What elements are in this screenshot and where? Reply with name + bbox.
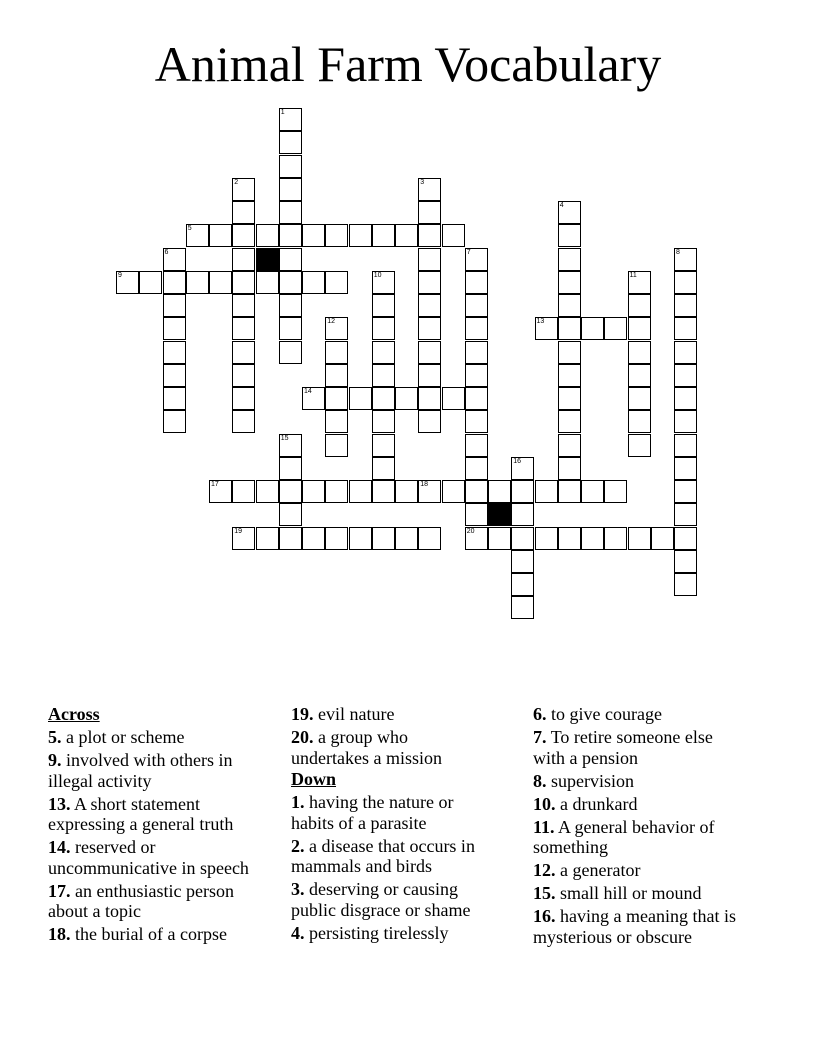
grid-cell[interactable] — [163, 248, 186, 271]
grid-cell[interactable] — [372, 410, 395, 433]
grid-number: 20 — [466, 527, 475, 535]
grid-cell[interactable] — [418, 178, 441, 201]
grid-cell[interactable] — [395, 387, 418, 410]
grid-cell[interactable] — [465, 317, 488, 340]
grid-cell[interactable] — [325, 224, 348, 247]
grid-cell[interactable] — [674, 410, 697, 433]
grid-cell[interactable] — [256, 480, 279, 503]
grid-cell[interactable] — [232, 248, 255, 271]
clue-across-14: 14. reserved or uncommunicative in speech — [48, 837, 249, 878]
clue-down-10: 10. a drunkard — [533, 793, 638, 814]
grid-number: 14 — [304, 388, 312, 395]
across-heading: Across — [48, 704, 100, 724]
grid-cell[interactable] — [349, 224, 372, 247]
grid-cell[interactable] — [418, 201, 441, 224]
grid-number: 3 — [420, 178, 425, 186]
grid-cell[interactable] — [465, 341, 488, 364]
clue-across-17: 17. an enthusiastic person about a topic — [48, 880, 234, 921]
grid-cell[interactable] — [418, 410, 441, 433]
grid-cell[interactable] — [395, 527, 418, 550]
grid-cell[interactable] — [418, 480, 441, 503]
grid-cell[interactable] — [674, 271, 697, 294]
clue-across-19: 19. evil nature — [291, 704, 395, 724]
grid-cell[interactable] — [558, 410, 581, 433]
clue-down-16: 16. having a meaning that is mysterious or obscure — [533, 906, 736, 947]
grid-cell[interactable] — [465, 248, 488, 271]
grid-cell[interactable] — [674, 317, 697, 340]
grid-cell[interactable] — [674, 503, 697, 526]
grid-cell-shaded — [256, 248, 279, 271]
grid-cell[interactable] — [325, 364, 348, 387]
grid-cell[interactable] — [488, 480, 511, 503]
grid-cell[interactable] — [279, 294, 302, 317]
grid-cell[interactable] — [558, 527, 581, 550]
grid-cell[interactable] — [163, 271, 186, 294]
grid-cell[interactable] — [465, 457, 488, 480]
grid-cell[interactable] — [558, 341, 581, 364]
down-heading: Down — [291, 769, 337, 789]
grid-cell[interactable] — [674, 248, 697, 271]
grid-number: 9 — [118, 271, 122, 279]
grid-cell[interactable] — [604, 480, 627, 503]
grid-number: 12 — [327, 318, 336, 326]
clue-across-20: 20. a group who undertakes a mission — [291, 727, 442, 768]
grid-cell[interactable] — [256, 271, 279, 294]
grid-cell[interactable] — [604, 317, 627, 340]
clue-down-11: 11. A general behavior of something — [533, 816, 715, 857]
grid-cell[interactable] — [418, 317, 441, 340]
grid-number: 19 — [234, 527, 243, 535]
grid-cell[interactable] — [232, 527, 255, 550]
grid-cell[interactable] — [325, 410, 348, 433]
grid-cell[interactable] — [349, 480, 372, 503]
grid-cell[interactable] — [372, 527, 395, 550]
grid-cell[interactable] — [139, 271, 162, 294]
grid-cell[interactable] — [418, 387, 441, 410]
grid-cell[interactable] — [325, 341, 348, 364]
grid-cell[interactable] — [581, 527, 604, 550]
grid-cell[interactable] — [232, 271, 255, 294]
grid-cell[interactable] — [418, 271, 441, 294]
grid-cell[interactable] — [372, 434, 395, 457]
grid-cell[interactable] — [279, 224, 302, 247]
grid-cell[interactable] — [279, 155, 302, 178]
grid-number: 5 — [187, 225, 192, 233]
grid-cell[interactable] — [232, 224, 255, 247]
grid-cell[interactable] — [279, 248, 302, 271]
clue-down-3: 3. deserving or causing public disgrace or shame — [291, 879, 471, 920]
grid-cell[interactable] — [279, 503, 302, 526]
grid-cell[interactable] — [465, 294, 488, 317]
grid-cell[interactable] — [674, 527, 697, 550]
clue-down-6: 6. to give courage — [533, 704, 662, 724]
grid-cell[interactable] — [418, 527, 441, 550]
grid-cell[interactable] — [511, 480, 534, 503]
clue-down-12: 12. a generator — [533, 860, 641, 880]
grid-cell[interactable] — [232, 294, 255, 317]
grid-cell[interactable] — [372, 271, 395, 294]
grid-cell[interactable] — [209, 224, 232, 247]
grid-cell[interactable] — [558, 387, 581, 410]
grid-cell[interactable] — [442, 387, 465, 410]
grid-cell[interactable] — [558, 248, 581, 271]
grid-cell[interactable] — [511, 457, 534, 480]
clue-down-4: 4. persisting tirelessly — [291, 922, 449, 943]
grid-cell[interactable] — [628, 434, 651, 457]
grid-cell-shaded — [488, 503, 511, 526]
clue-across-18: 18. the burial of a corpse — [48, 924, 227, 944]
grid-cell[interactable] — [628, 271, 651, 294]
grid-number: 18 — [420, 481, 429, 488]
grid-cell[interactable] — [232, 178, 255, 201]
grid-cell[interactable] — [465, 434, 488, 457]
grid-cell[interactable] — [232, 410, 255, 433]
grid-cell[interactable] — [628, 527, 651, 550]
grid-cell[interactable] — [674, 434, 697, 457]
grid-cell[interactable] — [442, 224, 465, 247]
grid-cell[interactable] — [279, 434, 302, 457]
grid-cell[interactable] — [558, 364, 581, 387]
grid-cell[interactable] — [628, 364, 651, 387]
grid-cell[interactable] — [511, 527, 534, 550]
grid-cell[interactable] — [628, 294, 651, 317]
grid-cell[interactable] — [488, 527, 511, 550]
grid-number: 16 — [513, 457, 522, 465]
grid-cell[interactable] — [581, 480, 604, 503]
grid-cell[interactable] — [558, 201, 581, 224]
grid-cell[interactable] — [372, 317, 395, 340]
grid-cell[interactable] — [418, 248, 441, 271]
grid-cell[interactable] — [535, 317, 558, 340]
grid-cell[interactable] — [511, 550, 534, 573]
grid-cell[interactable] — [558, 271, 581, 294]
grid-cell[interactable] — [674, 573, 697, 596]
grid-cell[interactable] — [674, 387, 697, 410]
grid-cell[interactable] — [279, 480, 302, 503]
grid-cell[interactable] — [209, 271, 232, 294]
grid-cell[interactable] — [558, 480, 581, 503]
grid-cell[interactable] — [535, 527, 558, 550]
grid-cell[interactable] — [232, 317, 255, 340]
grid-cell[interactable] — [651, 527, 674, 550]
grid-cell[interactable] — [372, 224, 395, 247]
grid-cell[interactable] — [279, 317, 302, 340]
grid-cell[interactable] — [418, 224, 441, 247]
grid-cell[interactable] — [395, 480, 418, 503]
grid-number: 6 — [164, 248, 169, 256]
clue-across-9: 9. involved with others in illegal activity — [48, 750, 233, 791]
grid-cell[interactable] — [581, 317, 604, 340]
grid-cell[interactable] — [674, 480, 697, 503]
grid-cell[interactable] — [418, 341, 441, 364]
clue-column-1 — [48, 703, 288, 945]
grid-cell[interactable] — [674, 550, 697, 573]
grid-cell[interactable] — [325, 480, 348, 503]
grid-cell[interactable] — [604, 527, 627, 550]
grid-cell[interactable] — [372, 364, 395, 387]
grid-cell[interactable] — [395, 224, 418, 247]
grid-number: 11 — [629, 271, 637, 279]
grid-cell[interactable] — [511, 573, 534, 596]
grid-cell[interactable] — [558, 224, 581, 247]
grid-cell[interactable] — [256, 224, 279, 247]
clue-column-3 — [533, 703, 773, 947]
grid-cell[interactable] — [465, 480, 488, 503]
grid-cell[interactable] — [372, 294, 395, 317]
grid-cell[interactable] — [163, 410, 186, 433]
grid-cell[interactable] — [232, 387, 255, 410]
clue-down-8: 8. supervision — [533, 770, 634, 791]
grid-cell[interactable] — [465, 527, 488, 550]
grid-cell[interactable] — [279, 131, 302, 154]
grid-cell[interactable] — [511, 596, 534, 619]
grid-cell[interactable] — [372, 341, 395, 364]
grid-cell[interactable] — [674, 294, 697, 317]
grid-cell[interactable] — [465, 503, 488, 526]
grid-cell[interactable] — [209, 480, 232, 503]
grid-cell[interactable] — [349, 527, 372, 550]
grid-cell[interactable] — [628, 387, 651, 410]
grid-cell[interactable] — [302, 480, 325, 503]
grid-cell[interactable] — [163, 387, 186, 410]
grid-cell[interactable] — [163, 317, 186, 340]
grid-cell[interactable] — [372, 457, 395, 480]
grid-cell[interactable] — [325, 271, 348, 294]
grid-cell[interactable] — [628, 341, 651, 364]
grid-cell[interactable] — [325, 317, 348, 340]
grid-cell[interactable] — [232, 341, 255, 364]
clue-down-2: 2. a disease that occurs in mammals and birds — [291, 835, 475, 876]
grid-number: 8 — [676, 248, 680, 256]
grid-cell[interactable] — [186, 271, 209, 294]
grid-cell[interactable] — [558, 317, 581, 340]
grid-cell[interactable] — [325, 527, 348, 550]
grid-cell[interactable] — [372, 387, 395, 410]
grid-cell[interactable] — [465, 271, 488, 294]
grid-number: 4 — [559, 202, 564, 209]
grid-number: 17 — [211, 481, 219, 488]
grid-cell[interactable] — [674, 364, 697, 387]
grid-cell[interactable] — [418, 364, 441, 387]
grid-cell[interactable] — [325, 387, 348, 410]
clue-across-13: 13. A short statement expressing a general truth — [48, 793, 234, 834]
grid-cell[interactable] — [186, 224, 209, 247]
grid-number: 15 — [280, 434, 289, 442]
grid-number: 1 — [280, 109, 285, 116]
page-title: Animal Farm Vocabulary — [154, 36, 662, 92]
grid-cell[interactable] — [674, 457, 697, 480]
grid-cell[interactable] — [302, 527, 325, 550]
grid-cell[interactable] — [279, 178, 302, 201]
grid-number: 7 — [466, 248, 471, 256]
grid-cell[interactable] — [442, 480, 465, 503]
grid-cell[interactable] — [163, 364, 186, 387]
grid-cell[interactable] — [279, 271, 302, 294]
grid-cell[interactable] — [302, 271, 325, 294]
grid-cell[interactable] — [302, 224, 325, 247]
grid-cell[interactable] — [232, 364, 255, 387]
grid-cell[interactable] — [418, 294, 441, 317]
grid-cell[interactable] — [465, 387, 488, 410]
grid-cell[interactable] — [279, 108, 302, 131]
grid-cell[interactable] — [279, 341, 302, 364]
grid-cell[interactable] — [628, 410, 651, 433]
clue-column-2 — [291, 703, 527, 943]
grid-cell[interactable] — [349, 387, 372, 410]
grid-cell[interactable] — [674, 341, 697, 364]
grid-cell[interactable] — [558, 457, 581, 480]
grid-cell[interactable] — [511, 503, 534, 526]
grid-number: 2 — [234, 178, 239, 186]
grid-cell[interactable] — [535, 480, 558, 503]
grid-number: 10 — [373, 271, 382, 279]
grid-cell[interactable] — [279, 201, 302, 224]
grid-cell[interactable] — [465, 364, 488, 387]
grid-cell[interactable] — [628, 317, 651, 340]
grid-cell[interactable] — [279, 457, 302, 480]
clue-down-15: 15. small hill or mound — [533, 883, 702, 903]
grid-cell[interactable] — [372, 480, 395, 503]
clue-down-1: 1. having the nature or habits of a parasite — [291, 792, 454, 833]
grid-cell[interactable] — [465, 410, 488, 433]
grid-cell[interactable] — [279, 527, 302, 550]
grid-cell[interactable] — [116, 271, 139, 294]
clue-across-5: 5. a plot or scheme — [48, 727, 185, 747]
grid-number: 13 — [536, 318, 545, 326]
clue-down-7: 7. To retire someone else with a pension — [533, 727, 713, 768]
grid-cell[interactable] — [232, 201, 255, 224]
grid-cell[interactable] — [256, 527, 279, 550]
grid-cell[interactable] — [163, 341, 186, 364]
grid-cell[interactable] — [163, 294, 186, 317]
grid-cell[interactable] — [232, 480, 255, 503]
grid-cell[interactable] — [558, 294, 581, 317]
grid-cell[interactable] — [558, 434, 581, 457]
grid-cell[interactable] — [325, 434, 348, 457]
grid-cell[interactable] — [302, 387, 325, 410]
